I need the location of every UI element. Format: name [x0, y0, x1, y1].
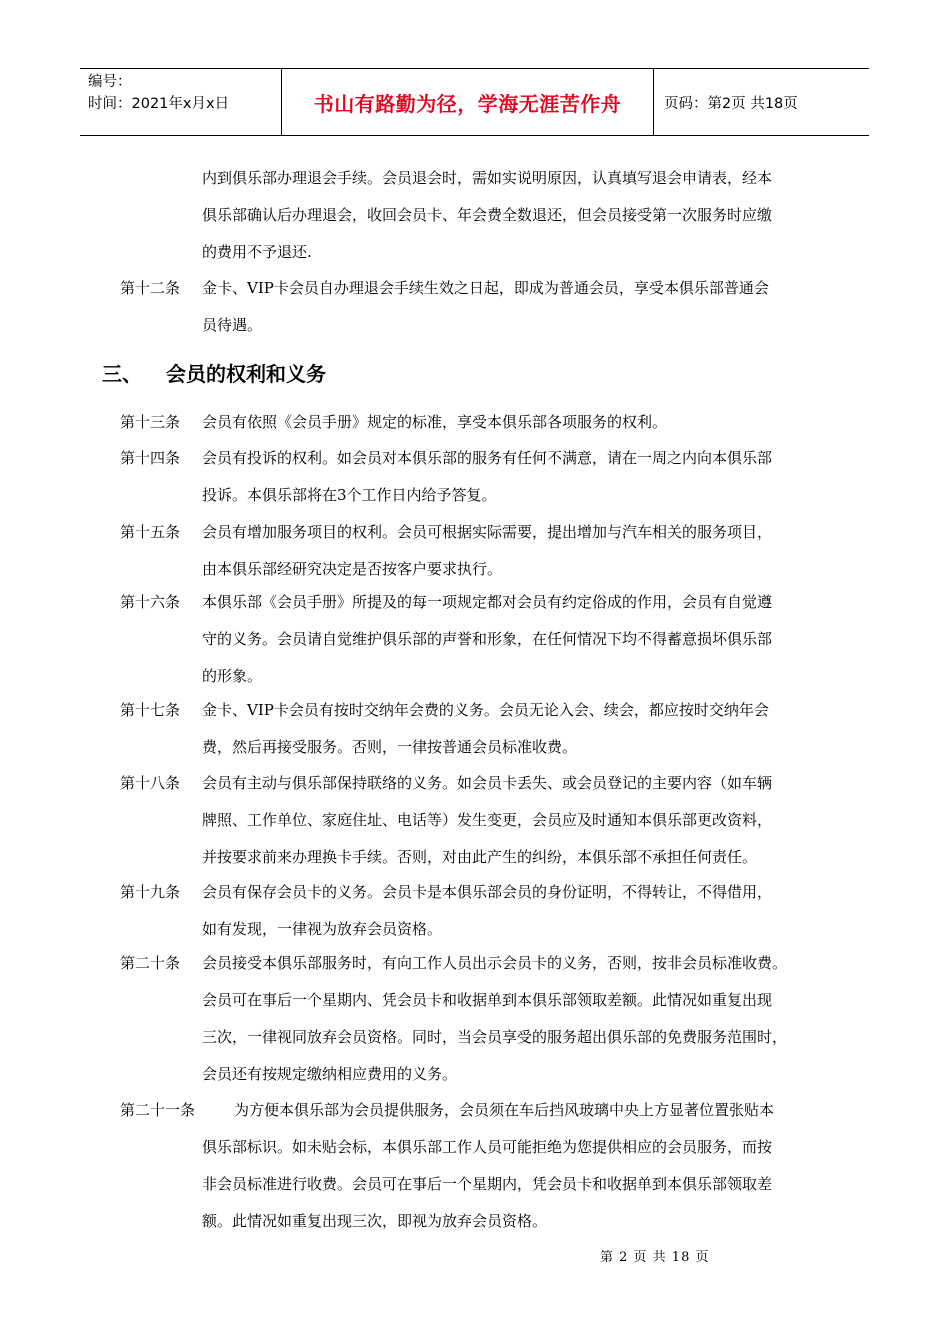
- article-17-text: [202, 692, 769, 766]
- text-line: 的形象。: [202, 667, 263, 685]
- text-line: 俱乐部确认后办理退会，收回会员卡、年会费全数退还，但会员接受第一次服务时应缴: [202, 206, 773, 224]
- page-header: [80, 68, 869, 136]
- text-line: 并按要求前来办理换卡手续。否则，对由此产生的纠纷，本俱乐部不承担任何责任。: [202, 848, 758, 866]
- header-page-cell: [654, 69, 869, 135]
- text-line: 牌照、工作单位、家庭住址、电话等）发生变更，会员应及时通知本俱乐部更改资料，: [202, 811, 773, 829]
- text-line: 会员有增加服务项目的权利。会员可根据实际需要，提出增加与汽车相关的服务项目，: [202, 523, 773, 541]
- text-line: 会员有保存会员卡的义务。会员卡是本俱乐部会员的身份证明，不得转让，不得借用，: [202, 883, 773, 901]
- text-line: 会员有投诉的权利。如会员对本俱乐部的服务有任何不满意，请在一周之内向本俱乐部: [202, 449, 773, 467]
- text-line: 守的义务。会员请自觉维护俱乐部的声誉和形象，在任何情况下均不得蓄意损坏俱乐部: [202, 630, 773, 648]
- article-21-first-line: [234, 1092, 774, 1129]
- text-line: 费，然后再接受服务。否则，一律按普通会员标准收费。: [202, 738, 578, 756]
- text-line: 会员可在事后一个星期内、凭会员卡和收据单到本俱乐部领取差额。此情况如重复出现: [202, 991, 773, 1009]
- text-line: 会员还有按规定缴纳相应费用的义务。: [202, 1065, 458, 1083]
- article-14-label: 第十四条: [120, 449, 181, 467]
- text-line: 金卡、VIP卡会员有按时交纳年会费的义务。会员无论入会、续会，都应按时交纳年会: [202, 701, 769, 719]
- page-label: 页码：第2页 共18页: [664, 95, 798, 112]
- text-line: 三次，一律视同放弃会员资格。同时，当会员享受的服务超出俱乐部的免费服务范围时，: [202, 1028, 788, 1046]
- header-motto-cell: [282, 69, 654, 135]
- text-line: 金卡、VIP卡会员自办理退会手续生效之日起，即成为普通会员，享受本俱乐部普通会: [202, 279, 769, 297]
- number-label: 编号：: [88, 74, 132, 90]
- article-13-text: [202, 404, 667, 441]
- article-19-text: [202, 874, 772, 948]
- time-label: 时间：2021年x月x日: [88, 96, 230, 112]
- article-21-text: [202, 1129, 772, 1240]
- text-line: 如有发现，一律视为放弃会员资格。: [202, 920, 443, 938]
- article-17-label: 第十七条: [120, 701, 181, 719]
- article-20-label: 第二十条: [120, 954, 181, 972]
- article-16-text: [202, 584, 772, 695]
- continued-text: [202, 160, 772, 271]
- text-line: 为方便本俱乐部为会员提供服务，会员须在车后挡风玻璃中央上方显著位置张贴本: [234, 1101, 775, 1119]
- article-19-label: 第十九条: [120, 883, 181, 901]
- section-heading: [102, 356, 326, 392]
- article-12-label: 第十二条: [120, 279, 181, 297]
- article-15-text: [202, 514, 772, 588]
- text-line: 的费用不予退还.: [202, 243, 312, 261]
- motto-text: 书山有路勤为径，学海无涯苦作舟: [313, 91, 622, 116]
- article-18-text: [202, 765, 772, 876]
- article-14-text: [202, 440, 772, 514]
- article-20-text: [202, 945, 787, 1093]
- text-line: 由本俱乐部经研究决定是否按客户要求执行。: [202, 560, 503, 578]
- article-21-label: 第二十一条: [120, 1101, 196, 1119]
- text-line: 会员有主动与俱乐部保持联络的义务。如会员卡丢失、或会员登记的主要内容（如车辆: [202, 774, 773, 792]
- article-18-label: 第十八条: [120, 774, 181, 792]
- text-line: 员待遇。: [202, 316, 263, 334]
- text-line: 本俱乐部《会员手册》所提及的每一项规定都对会员有约定俗成的作用，会员有自觉遵: [202, 593, 773, 611]
- text-line: 投诉。本俱乐部将在3个工作日内给予答复。: [202, 486, 497, 504]
- article-13-label: 第十三条: [120, 413, 181, 431]
- section-number: 三、: [102, 362, 142, 386]
- section-title: 会员的权利和义务: [166, 362, 326, 386]
- text-line: 会员接受本俱乐部服务时，有向工作人员出示会员卡的义务，否则，按非会员标准收费。: [202, 954, 788, 972]
- text-line: 非会员标准进行收费。会员可在事后一个星期内，凭会员卡和收据单到本俱乐部领取差: [202, 1175, 773, 1193]
- page-footer: 第 2 页 共 18 页: [600, 1250, 710, 1265]
- header-meta: [80, 69, 282, 135]
- article-12-text: [202, 270, 769, 344]
- article-15-label: 第十五条: [120, 523, 181, 541]
- article-16-label: 第十六条: [120, 593, 181, 611]
- text-line: 内到俱乐部办理退会手续。会员退会时，需如实说明原因，认真填写退会申请表，经本: [202, 169, 773, 187]
- text-line: 额。此情况如重复出现三次，即视为放弃会员资格。: [202, 1212, 548, 1230]
- text-line: 俱乐部标识。如未贴会标，本俱乐部工作人员可能拒绝为您提供相应的会员服务，而按: [202, 1138, 773, 1156]
- text-line: 会员有依照《会员手册》规定的标准，享受本俱乐部各项服务的权利。: [202, 413, 668, 431]
